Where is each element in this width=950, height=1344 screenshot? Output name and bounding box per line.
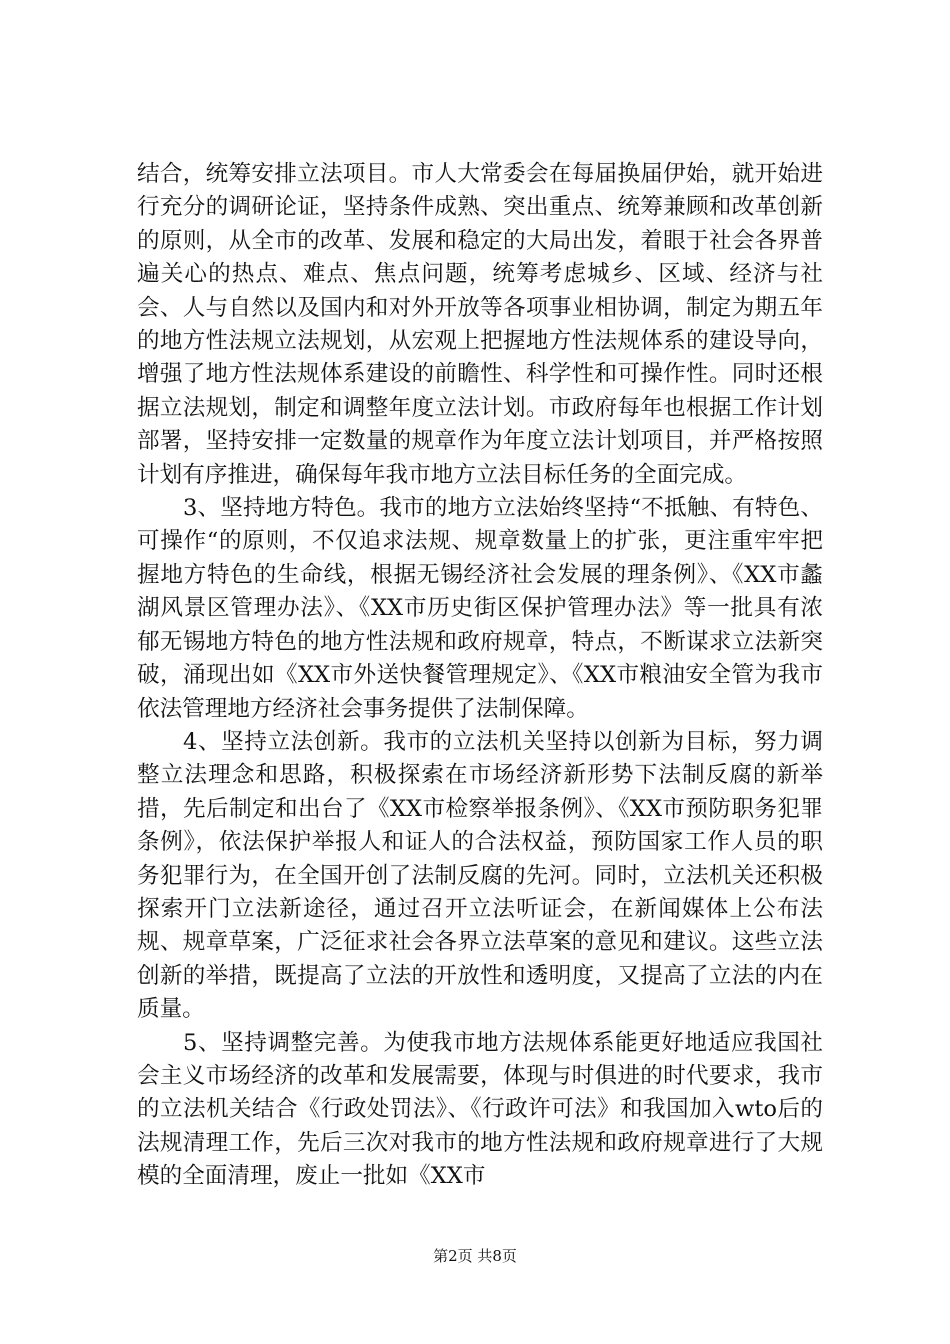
paragraph-continuation: 结合，统筹安排立法项目。市人大常委会在每届换届伊始，就开始进行充分的调研论证，坚持条件成熟、突出重点、统筹兼顾和改革创新的原则，从全市的改革、发展和稳定的大局出发，着眼于社会各界普遍关心的热点、难点、焦点问题，统筹考虑城乡、区域、经济与社会、人与自然以及国内和对外开放等各项事业相协调，制定为期五年的地方性法规立法规划，从宏观上把握地方性法规体系的建设导向，增强了地方性法规体系建设的前瞻性、科学性和可操作性。同时还根据立法规划，制定和调整年度立法计划。市政府每年也根据工作计划部署，坚持安排一定数量的规章作为年度立法计划项目，并严格按照计划有序推进，确保每年我市地方立法目标任务的全面完成。 [137, 161, 823, 488]
paragraph-legislative-innovation: 4、坚持立法创新。我市的立法机关坚持以创新为目标，努力调整立法理念和思路，积极探索在市场经济新形势下法制反腐的新举措，先后制定和出台了《XX市检察举报条例》、《XX市预防职务犯罪条例》，依法保护举报人和证人的合法权益，预防国家工作人员的职务犯罪行为，在全国开创了法制反腐的先河。同时，立法机关还积极探索开门立法新途径，通过召开立法听证会，在新闻媒体上公布法规、规章草案，广泛征求社会各界立法草案的意见和建议。这些立法创新的举措，既提高了立法的开放性和透明度，又提高了立法的内在质量。 [137, 728, 823, 1023]
paragraph-local-characteristics: 3、坚持地方特色。我市的地方立法始终坚持“不抵触、有特色、可操作“的原则，不仅追求法规、规章数量上的扩张，更注重牢牢把握地方特色的生命线，根据无锡经济社会发展的理条例》、《XX市蠡湖风景区管理办法》、《XX市历史街区保护管理办法》等一批具有浓郁无锡地方特色的地方性法规和政府规章，特点，不断谋求立法新突破，涌现出如《XX市外送快餐管理规定》、《XX市粮油安全管为我市依法管理地方经济社会事务提供了法制保障。 [137, 495, 823, 722]
paragraph-adjustment-improvement: 5、坚持调整完善。为使我市地方法规体系能更好地适应我国社会主义市场经济的改革和发展需要，体现与时俱进的时代要求，我市的立法机关结合《行政处罚法》、《行政许可法》和我国加入wto后的法规清理工作，先后三次对我市的地方性法规和政府规章进行了大规模的全面清理，废止一批如《XX市 [137, 1029, 823, 1190]
page-number-footer: 第2页 共8页 [433, 1247, 517, 1265]
document-body [137, 158, 823, 1194]
